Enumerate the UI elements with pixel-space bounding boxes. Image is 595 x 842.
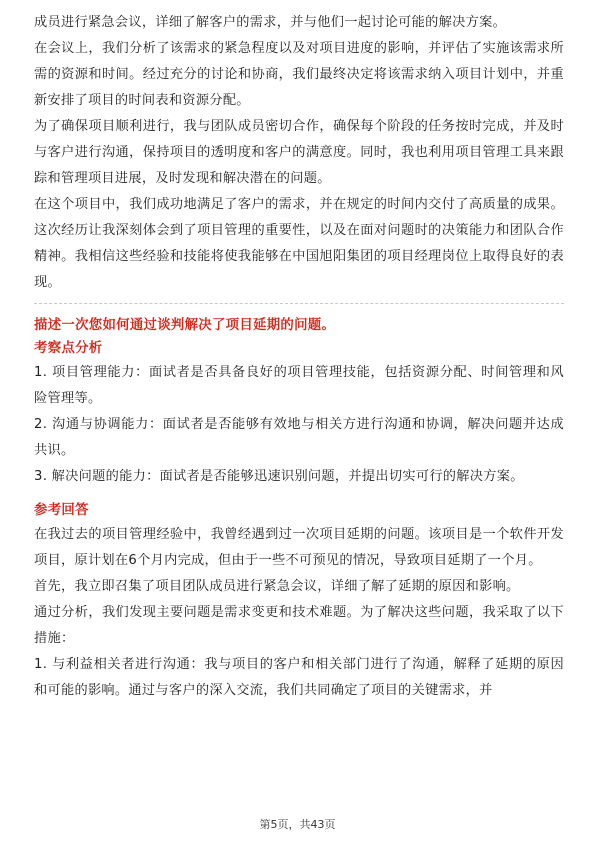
answer-paragraph: 首先，我立即召集了项目团队成员进行紧急会议，详细了解了延期的原因和影响。 xyxy=(34,579,520,594)
analysis-item: 2. 沟通与协调能力：面试者是否能够有效地与相关方进行沟通和协调，解决问题并达成共识。 xyxy=(34,417,564,458)
body-paragraph: 成员进行紧急会议，详细了解客户的需求，并与他们一起讨论可能的解决方案。 xyxy=(34,15,507,30)
answer-paragraph: 1. 与利益相关者进行沟通：我与项目的客户和相关部门进行了沟通，解释了延期的原因和可能的影响。通过与客户的深入交流，我们共同确定了项目的关键需求，并 xyxy=(34,657,564,698)
answer-paragraph: 在我过去的项目管理经验中，我曾经遇到过一次项目延期的问题。该项目是一个软件开发项目，原计划在6个月内完成，但由于一些不可预见的情况，导致项目延期了一个月。 xyxy=(34,527,564,568)
document-page xyxy=(34,10,564,704)
page-number: 第5页，共43页 xyxy=(259,818,336,831)
body-paragraph: 在会议上，我们分析了该需求的紧急程度以及对项目进度的影响，并评估了实施该需求所需的资源和时间。经过充分的讨论和协商，我们最终决定将该需求纳入项目计划中，并重新安排了项目的时间表和资源分配。 xyxy=(34,41,564,108)
analysis-item: 1. 项目管理能力：面试者是否具备良好的项目管理技能，包括资源分配、时间管理和风险管理等。 xyxy=(34,365,564,406)
analysis-item: 3. 解决问题的能力：面试者是否能够迅速识别问题，并提出切实可行的解决方案。 xyxy=(34,469,524,484)
body-paragraph: 在这个项目中，我们成功地满足了客户的需求，并在规定的时间内交付了高质量的成果。这次经历让我深刻体会到了项目管理的重要性，以及在面对问题时的决策能力和团队合作精神。我相信这些经验和技能将使我能够在中国旭阳集团的项目经理岗位上取得良好的表现。 xyxy=(34,197,564,290)
question-heading: 描述一次您如何通过谈判解决了项目延期的问题。 xyxy=(34,318,336,333)
body-paragraph: 为了确保项目顺利进行，我与团队成员密切合作，确保每个阶段的任务按时完成，并及时与客户进行沟通，保持项目的透明度和客户的满意度。同时，我也利用项目管理工具来跟踪和管理项目进展，及时发现和解决潜在的问题。 xyxy=(34,119,564,186)
answer-title: 参考回答 xyxy=(34,503,89,518)
analysis-title: 考察点分析 xyxy=(34,341,103,356)
spacer xyxy=(34,490,564,500)
section-divider xyxy=(34,303,564,304)
answer-paragraph: 通过分析，我们发现主要问题是需求变更和技术难题。为了解决这些问题，我采取了以下措施： xyxy=(34,605,564,646)
